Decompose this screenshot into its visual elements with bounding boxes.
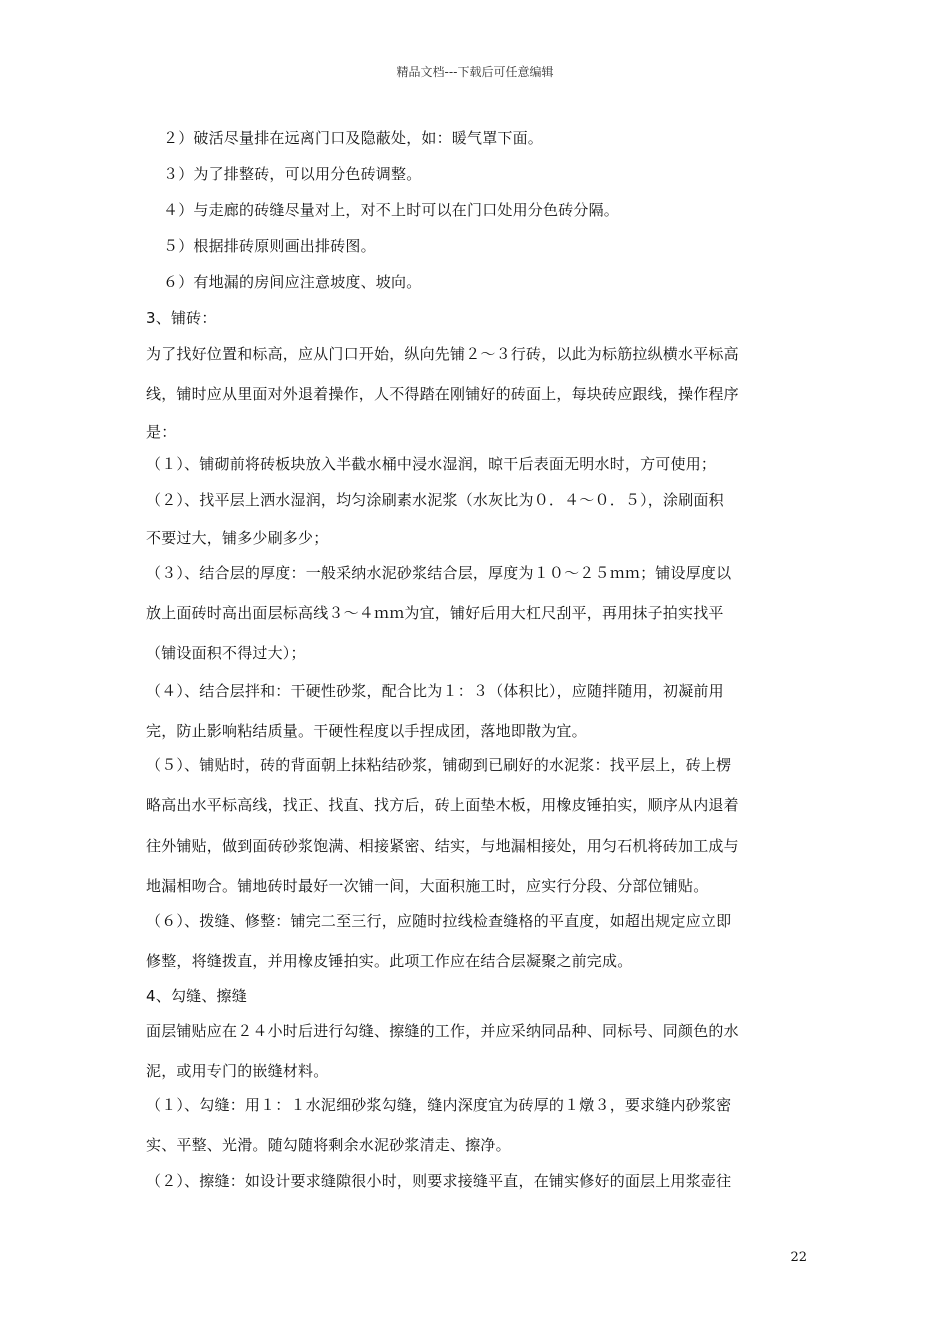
paragraph-line: 实、平整、光滑。随勾随将剩余水泥砂浆清走、擦净。: [146, 1136, 511, 1154]
paragraph-line: ６）有地漏的房间应注意坡度、坡向。: [163, 273, 422, 291]
document-body: [146, 121, 808, 1191]
paragraph-line: ３）为了排整砖，可以用分色砖调整。: [163, 165, 422, 183]
paragraph-line: （１）、铺砌前将砖板块放入半截水桶中浸水湿润，晾干后表面无明水时，方可使用；: [146, 455, 717, 473]
paragraph-line: 是：: [146, 423, 177, 441]
paragraph-line: （４）、结合层拌和：干硬性砂浆，配合比为１：３（体积比），应随拌随用，初凝前用: [146, 682, 724, 700]
paragraph-line: 泥，或用专门的嵌缝材料。: [146, 1062, 329, 1080]
paragraph-line: （３）、结合层的厚度：一般采纳水泥砂浆结合层，厚度为１０～２５ｍｍ；铺设厚度以: [146, 564, 732, 582]
paragraph-line: （铺设面积不得过大）；: [146, 644, 306, 662]
paragraph-line: 不要过大，铺多少刷多少；: [146, 529, 329, 547]
section-heading: 3、铺砖：: [146, 309, 217, 327]
paragraph-line: （２）、擦缝：如设计要求缝隙很小时，则要求接缝平直，在铺实修好的面层上用浆壶往: [146, 1172, 732, 1190]
paragraph-line: 略高出水平标高线，找正、找直、找方后，砖上面垫木板，用橡皮锤拍实，顺序从内退着: [146, 796, 739, 814]
paragraph-line: 往外铺贴，做到面砖砂浆饱满、相接紧密、结实，与地漏相接处，用匀石机将砖加工成与: [146, 837, 739, 855]
paragraph-line: 面层铺贴应在２４小时后进行勾缝、擦缝的工作，并应采纳同品种、同标号、同颜色的水: [146, 1022, 739, 1040]
paragraph-line: （５）、铺贴时，砖的背面朝上抹粘结砂浆，铺砌到已刷好的水泥浆：找平层上，砖上楞: [146, 756, 732, 774]
section-heading: 4、勾缝、擦缝: [146, 987, 247, 1005]
paragraph-line: 修整，将缝拨直，并用橡皮锤拍实。此项工作应在结合层凝聚之前完成。: [146, 952, 633, 970]
paragraph-line: （１）、勾缝：用１：１水泥细砂浆勾缝，缝内深度宜为砖厚的１燉３，要求缝内砂浆密: [146, 1096, 732, 1114]
paragraph-line: 完，防止影响粘结质量。干硬性程度以手捏成团，落地即散为宜。: [146, 722, 587, 740]
paragraph-line: 放上面砖时高出面层标高线３～４ｍｍ为宜，铺好后用大杠尺刮平，再用抹子拍实找平: [146, 604, 724, 622]
paragraph-line: 线，铺时应从里面对外退着操作，人不得踏在刚铺好的砖面上，每块砖应跟线，操作程序: [146, 385, 739, 403]
paragraph-line: （２）、找平层上洒水湿润，均匀涂刷素水泥浆（水灰比为０．４～０．５），涂刷面积: [146, 491, 724, 509]
paragraph-line: （６）、拨缝、修整：铺完二至三行，应随时拉线检查缝格的平直度，如超出规定应立即: [146, 912, 732, 930]
paragraph-line: 为了找好位置和标高，应从门口开始，纵向先铺２～３行砖，以此为标筋拉纵横水平标高: [146, 345, 739, 363]
paragraph-line: ４）与走廊的砖缝尽量对上，对不上时可以在门口处用分色砖分隔。: [163, 201, 620, 219]
paragraph-line: ２）破活尽量排在远离门口及隐蔽处，如：暖气罩下面。: [163, 129, 544, 147]
paragraph-line: ５）根据排砖原则画出排砖图。: [163, 237, 376, 255]
page-number: 22: [790, 1250, 807, 1265]
page-header: 精品文档---下载后可任意编辑: [396, 65, 554, 79]
paragraph-line: 地漏相吻合。铺地砖时最好一次铺一间，大面积施工时，应实行分段、分部位铺贴。: [146, 877, 709, 895]
